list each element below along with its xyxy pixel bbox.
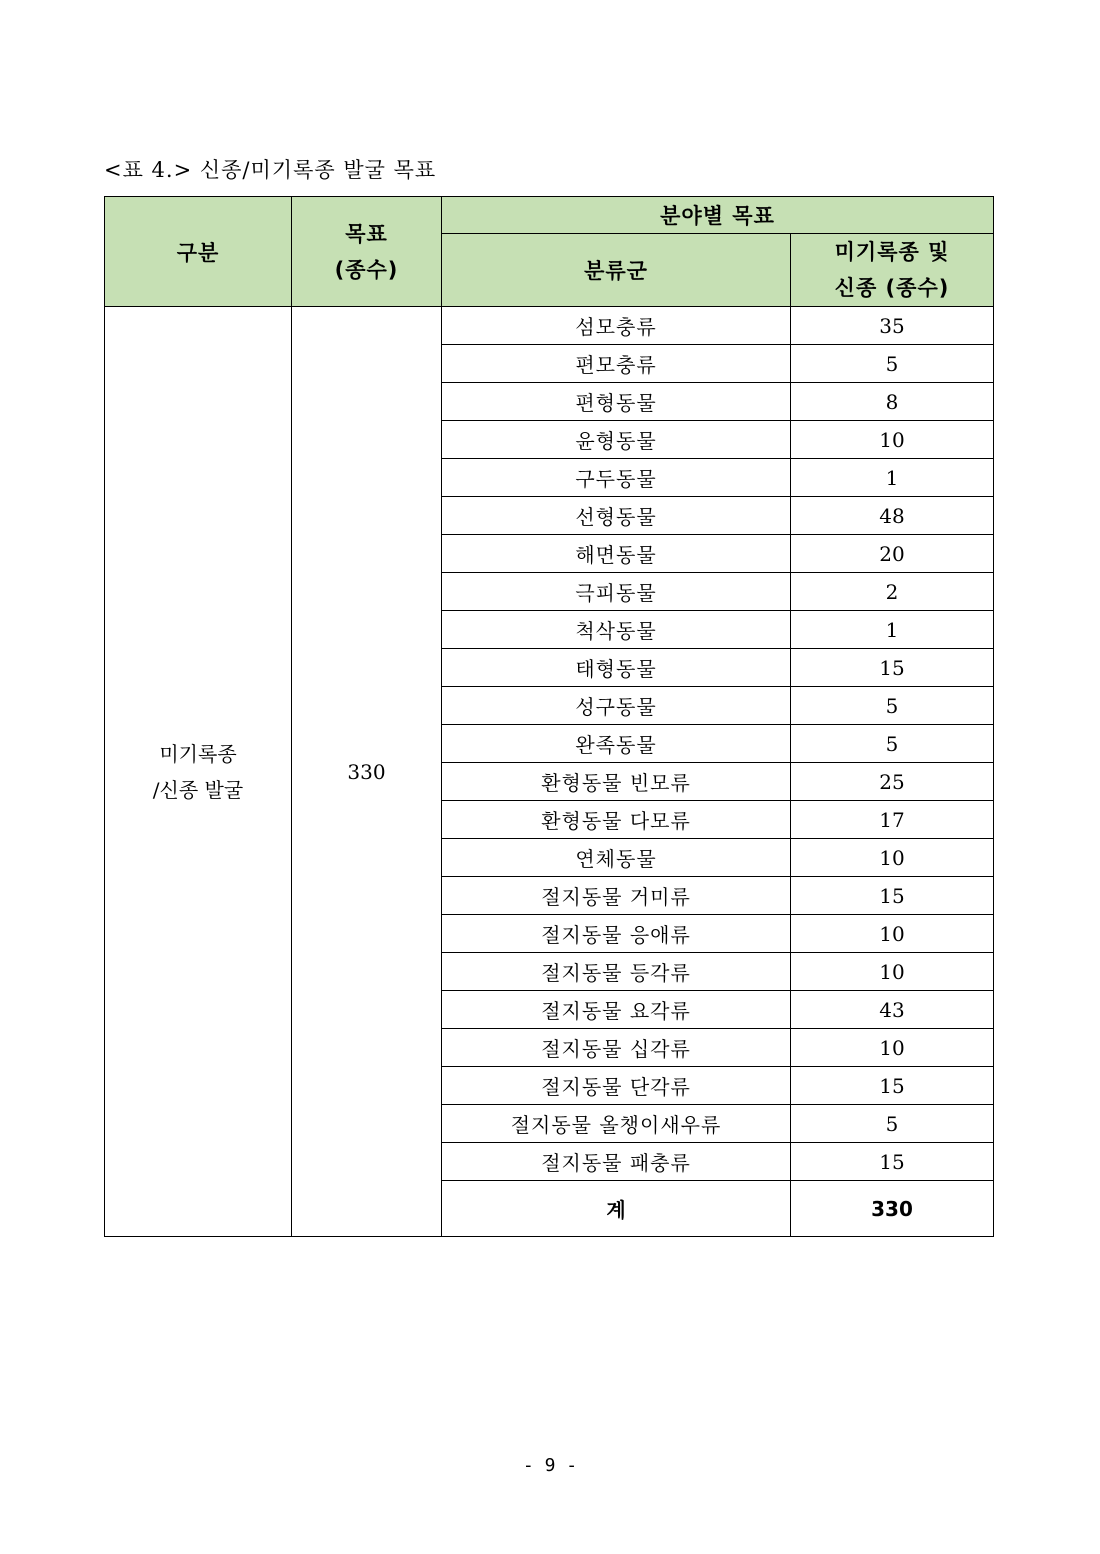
category-cell <box>105 307 292 1237</box>
table-caption: <표 4.> 신종/미기록종 발굴 목표 <box>104 158 437 182</box>
taxon-cell: 척삭동물 <box>442 611 791 649</box>
species-discovery-goal-table <box>104 196 994 1237</box>
taxon-cell: 극피동물 <box>442 573 791 611</box>
header-category: 구분 <box>105 197 292 307</box>
count-cell: 5 <box>791 1105 994 1143</box>
count-cell: 5 <box>791 725 994 763</box>
count-cell: 1 <box>791 459 994 497</box>
count-cell: 10 <box>791 421 994 459</box>
count-cell: 10 <box>791 953 994 991</box>
count-cell: 17 <box>791 801 994 839</box>
taxon-cell: 편형동물 <box>442 383 791 421</box>
taxon-cell: 절지동물 십각류 <box>442 1029 791 1067</box>
header-field-goal: 분야별 목표 <box>442 197 994 234</box>
taxon-cell: 절지동물 패충류 <box>442 1143 791 1181</box>
header-goal <box>292 197 442 307</box>
taxon-cell: 환형동물 다모류 <box>442 801 791 839</box>
count-cell: 10 <box>791 839 994 877</box>
table-body <box>105 307 994 1237</box>
taxon-cell: 절지동물 요각류 <box>442 991 791 1029</box>
header-species-count <box>791 234 994 307</box>
count-cell: 15 <box>791 877 994 915</box>
taxon-cell: 절지동물 등각류 <box>442 953 791 991</box>
taxon-cell: 환형동물 빈모류 <box>442 763 791 801</box>
table-row <box>105 307 994 345</box>
taxon-cell: 절지동물 거미류 <box>442 877 791 915</box>
total-value: 330 <box>791 1181 994 1237</box>
taxon-cell: 구두동물 <box>442 459 791 497</box>
taxon-cell: 선형동물 <box>442 497 791 535</box>
taxon-cell: 윤형동물 <box>442 421 791 459</box>
count-cell: 5 <box>791 345 994 383</box>
header-count-line2: 신종 (종수) <box>834 276 950 300</box>
count-cell: 10 <box>791 1029 994 1067</box>
taxon-cell: 섬모충류 <box>442 307 791 345</box>
count-cell: 2 <box>791 573 994 611</box>
total-label: 계 <box>442 1181 791 1237</box>
taxon-cell: 성구동물 <box>442 687 791 725</box>
count-cell: 10 <box>791 915 994 953</box>
count-cell: 35 <box>791 307 994 345</box>
count-cell: 25 <box>791 763 994 801</box>
taxon-cell: 해면동물 <box>442 535 791 573</box>
header-taxon-group: 분류군 <box>442 234 791 307</box>
taxon-cell: 완족동물 <box>442 725 791 763</box>
taxon-cell: 절지동물 응애류 <box>442 915 791 953</box>
count-cell: 1 <box>791 611 994 649</box>
count-cell: 48 <box>791 497 994 535</box>
header-goal-line2: (종수) <box>334 257 399 282</box>
count-cell: 5 <box>791 687 994 725</box>
header-count-line1: 미기록종 및 <box>834 240 950 264</box>
page-number: - 9 - <box>522 1455 578 1476</box>
category-line1: 미기록종 <box>159 741 237 766</box>
count-cell: 8 <box>791 383 994 421</box>
taxon-cell: 태형동물 <box>442 649 791 687</box>
taxon-cell: 편모충류 <box>442 345 791 383</box>
count-cell: 15 <box>791 1143 994 1181</box>
taxon-cell: 연체동물 <box>442 839 791 877</box>
count-cell: 15 <box>791 1067 994 1105</box>
count-cell: 20 <box>791 535 994 573</box>
goal-value-cell: 330 <box>292 307 442 1237</box>
taxon-cell: 절지동물 단각류 <box>442 1067 791 1105</box>
count-cell: 15 <box>791 649 994 687</box>
taxon-cell: 절지동물 올챙이새우류 <box>442 1105 791 1143</box>
header-goal-line1: 목표 <box>345 221 388 246</box>
category-line2: /신종 발굴 <box>152 777 244 802</box>
count-cell: 43 <box>791 991 994 1029</box>
